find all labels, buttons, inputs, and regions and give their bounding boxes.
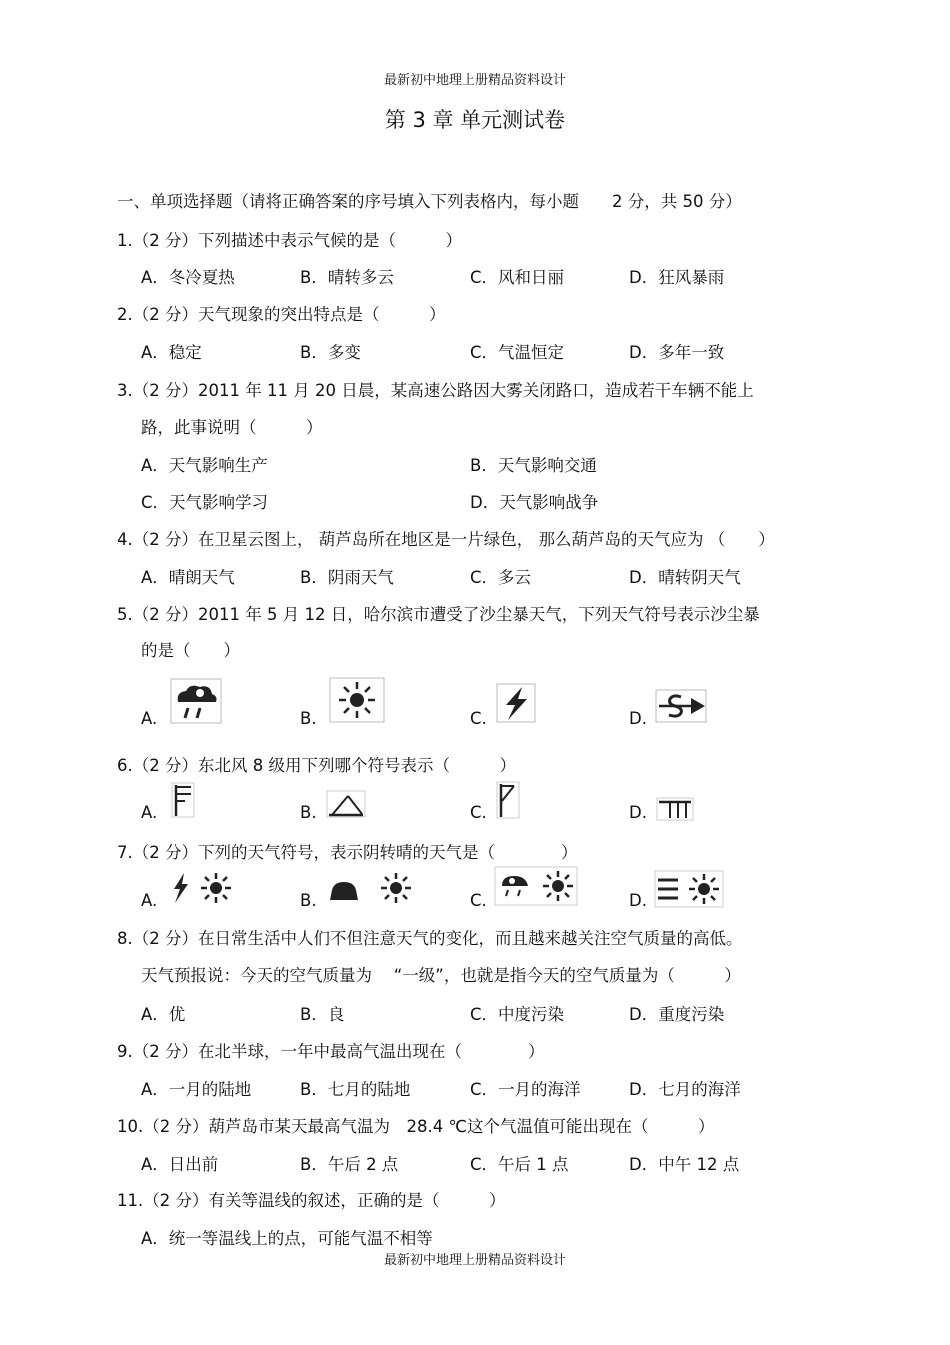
question-8-option-c: C．中度污染 <box>470 1005 565 1024</box>
question-4-stem: 4.（2 分）在卫星云图上， 葫芦岛所在地区是一片绿色， 那么葫芦岛的天气应为 （ ） <box>117 530 775 549</box>
question-8-stem: 8.（2 分）在日常生活中人们不但注意天气的变化，而且越来越关注空气质量的高低。 <box>117 929 743 948</box>
wind-barb-b-icon <box>326 790 366 818</box>
overcast-to-sun-icon <box>326 870 414 906</box>
question-6-option-d: D. <box>629 803 647 822</box>
question-1-stem: 1.（2 分）下列描述中表示气候的是（ ） <box>117 231 462 250</box>
section-heading: 一、单项选择题（请将正确答案的序号填入下列表格内，每小题 2 分，共 50 分） <box>117 192 742 211</box>
question-5-stem-cont: 的是（ ） <box>141 641 240 660</box>
question-7-option-a: A. <box>141 891 158 910</box>
question-2-option-c: C．气温恒定 <box>470 343 565 362</box>
question-6-option-a: A. <box>141 803 158 822</box>
question-5-option-c: C. <box>470 709 487 728</box>
lightning-to-sun-icon <box>170 870 234 906</box>
sun-icon <box>329 677 385 723</box>
question-9-option-d: D．七月的海洋 <box>629 1080 741 1099</box>
lightning-icon <box>496 683 536 723</box>
question-10-option-b: B．午后 2 点 <box>300 1155 399 1174</box>
question-10-option-c: C．午后 1 点 <box>470 1155 569 1174</box>
question-2-option-b: B．多变 <box>300 343 361 362</box>
question-10-stem: 10.（2 分）葫芦岛市某天最高气温为 28.4 ℃这个气温值可能出现在（ ） <box>117 1117 715 1136</box>
question-4-option-a: A．晴朗天气 <box>141 568 235 587</box>
question-8-option-a: A．优 <box>141 1005 186 1024</box>
page-header: 最新初中地理上册精品资料设计 <box>383 73 566 88</box>
question-7-option-d: D. <box>629 891 647 910</box>
thunderstorm-rain-icon <box>170 678 222 724</box>
question-5-option-a: A. <box>141 709 158 728</box>
question-3-option-c: C．天气影响学习 <box>141 493 269 512</box>
cloudy-rain-to-sun-icon <box>494 866 578 906</box>
question-2-option-d: D．多年一致 <box>629 343 725 362</box>
question-1-option-c: C．风和日丽 <box>470 268 565 287</box>
question-1-option-d: D．狂风暴雨 <box>629 268 725 287</box>
question-11-option-a: A．统一等温线上的点，可能气温不相等 <box>141 1229 433 1248</box>
question-6-option-c: C. <box>470 803 487 822</box>
question-1-option-a: A．冬冷夏热 <box>141 268 235 287</box>
question-4-option-c: C．多云 <box>470 568 532 587</box>
question-3-stem-cont: 路，此事说明（ ） <box>141 418 323 437</box>
question-3-option-a: A．天气影响生产 <box>141 456 268 475</box>
question-3-option-b: B．天气影响交通 <box>470 456 597 475</box>
question-10-option-d: D．中午 12 点 <box>629 1155 740 1174</box>
question-10-option-a: A．日出前 <box>141 1155 219 1174</box>
question-3-stem: 3.（2 分）2011 年 11 月 20 日晨，某高速公路因大雾关闭路口，造成若干车辆不能上 <box>117 381 754 400</box>
question-11-stem: 11.（2 分）有关等温线的叙述，正确的是（ ） <box>117 1191 506 1210</box>
page-footer: 最新初中地理上册精品资料设计 <box>383 1253 566 1268</box>
question-7-option-b: B. <box>300 891 317 910</box>
question-6-option-b: B. <box>300 803 317 822</box>
sandstorm-icon <box>655 689 707 723</box>
question-5-stem: 5.（2 分）2011 年 5 月 12 日，哈尔滨市遭受了沙尘暴天气，下列天气符号表示沙尘暴 <box>117 605 760 624</box>
question-3-option-d: D．天气影响战争 <box>470 493 599 512</box>
question-8-stem-cont: 天气预报说：今天的空气质量为 “一级”，也就是指今天的空气质量为（ ） <box>141 966 741 985</box>
page-title: 第 3 章 单元测试卷 <box>384 108 566 132</box>
question-8-option-d: D．重度污染 <box>629 1005 725 1024</box>
question-7-option-c: C. <box>470 891 487 910</box>
question-4-option-d: D．晴转阴天气 <box>629 568 741 587</box>
question-5-option-d: D. <box>629 709 647 728</box>
question-8-option-b: B．良 <box>300 1005 345 1024</box>
fog-to-sun-icon <box>654 870 724 908</box>
wind-barb-d-icon <box>656 797 694 821</box>
question-9-option-c: C．一月的海洋 <box>470 1080 581 1099</box>
question-6-stem: 6.（2 分）东北风 8 级用下列哪个符号表示（ ） <box>117 756 516 775</box>
question-9-option-b: B．七月的陆地 <box>300 1080 411 1099</box>
wind-barb-c-icon <box>496 781 520 819</box>
question-1-option-b: B．晴转多云 <box>300 268 394 287</box>
question-4-option-b: B．阴雨天气 <box>300 568 394 587</box>
wind-barb-a-icon <box>171 782 195 818</box>
question-9-option-a: A．一月的陆地 <box>141 1080 252 1099</box>
question-2-stem: 2.（2 分）天气现象的突出特点是（ ） <box>117 305 446 324</box>
question-5-option-b: B. <box>300 709 317 728</box>
question-9-stem: 9.（2 分）在北半球，一年中最高气温出现在（ ） <box>117 1042 545 1061</box>
question-2-option-a: A．稳定 <box>141 343 202 362</box>
question-7-stem: 7.（2 分）下列的天气符号，表示阴转晴的天气是（ ） <box>117 843 578 862</box>
